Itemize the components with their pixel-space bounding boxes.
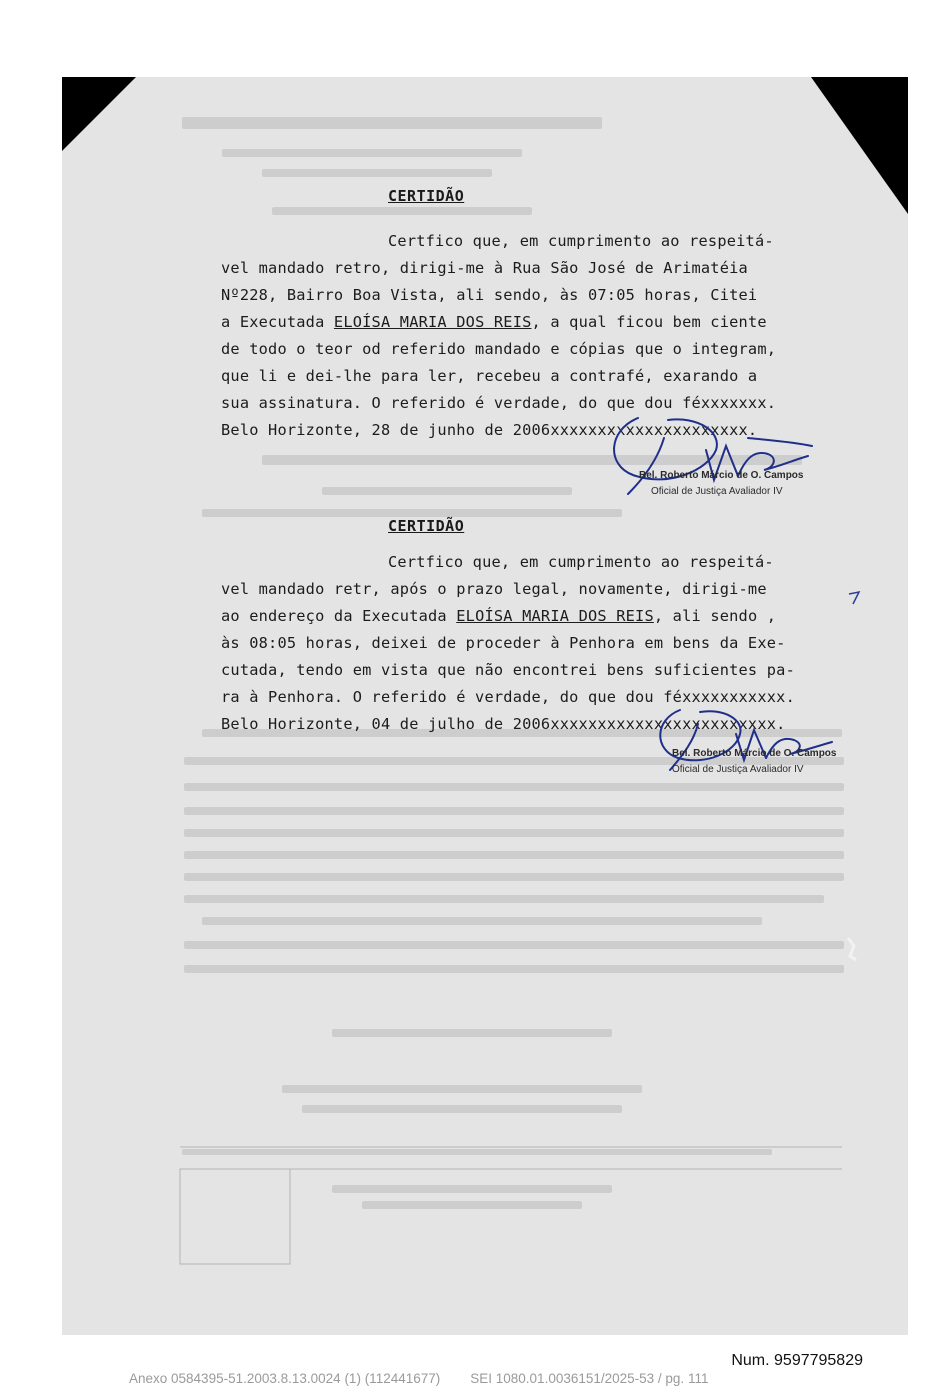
stamp-2-role: Oficial de Justiça Avaliador IV (672, 764, 804, 775)
certidao-2-line-3-tail: , ali sendo , (653, 607, 777, 625)
certidao-2-line-2: vel mandado retr, após o prazo legal, novamente, dirigi-me (221, 580, 767, 598)
certidao-1-line-1: Certfico que, em cumprimento ao respeitá- (388, 232, 774, 250)
certidao-1-line-4 (221, 313, 767, 331)
certidao-2-line-1: Certfico que, em cumprimento ao respeitá- (388, 553, 774, 571)
executada-name-2: ELOÍSA MARIA DOS REIS (456, 607, 654, 625)
stamp-1-role: Oficial de Justiça Avaliador IV (651, 486, 783, 497)
certidao-1-line-7: sua assinatura. O referido é verdade, do que dou féxxxxxxx. (221, 394, 777, 412)
document-reference: Anexo 0584395-51.2003.8.13.0024 (1) (112441677) SEI 1080.01.0036151/2025-53 / pg. 111 (129, 1371, 709, 1386)
stamp-1-name: Bel. Roberto Márcio de O. Campos (639, 470, 804, 481)
certidao-1-line-4-tail: , a qual ficou bem ciente (531, 313, 767, 331)
certidao-2-line-4: às 08:05 horas, deixei de proceder à Penhora em bens da Exe- (221, 634, 786, 652)
document-number: Num. 9597795829 (731, 1352, 863, 1369)
executada-name: ELOÍSA MARIA DOS REIS (333, 313, 532, 331)
certidao-2-line-7: Belo Horizonte, 04 de julho de 2006xxxxxxxxxxxxxxxxxxxxxxxx. (221, 715, 786, 733)
certidao-1-line-2: vel mandado retro, dirigi-me à Rua São José de Arimatéia (221, 259, 748, 277)
certidao-1-line-8: Belo Horizonte, 28 de junho de 2006xxxxxxxxxxxxxxxxxxxxx. (221, 421, 758, 439)
certidao-2-line-5: cutada, tendo em vista que não encontrei bens suficientes pa- (221, 661, 795, 679)
certidao-2-line-3-head: ao endereço da Executada (221, 607, 457, 625)
certidao-2-line-3 (221, 607, 776, 625)
stamp-2-name: Bel. Roberto Márcio de O. Campos (672, 748, 837, 759)
certidao-1-line-4-head: a Executada (221, 313, 334, 331)
certidao-1-line-3: Nº228, Bairro Boa Vista, ali sendo, às 07:05 horas, Citei (221, 286, 758, 304)
certidao-1-line-5: de todo o teor od referido mandado e cópias que o integram, (221, 340, 777, 358)
certidao-2-line-6: ra à Penhora. O referido é verdade, do que dou féxxxxxxxxxxx. (221, 688, 795, 706)
certidao-1-line-6: que li e dei-lhe para ler, recebeu a contrafé, exarando a (221, 367, 758, 385)
certidao-1-title: CERTIDÃO (388, 187, 465, 205)
scan-speck (842, 934, 862, 964)
certidao-2-title: CERTIDÃO (388, 517, 465, 535)
margin-mark (845, 588, 865, 608)
